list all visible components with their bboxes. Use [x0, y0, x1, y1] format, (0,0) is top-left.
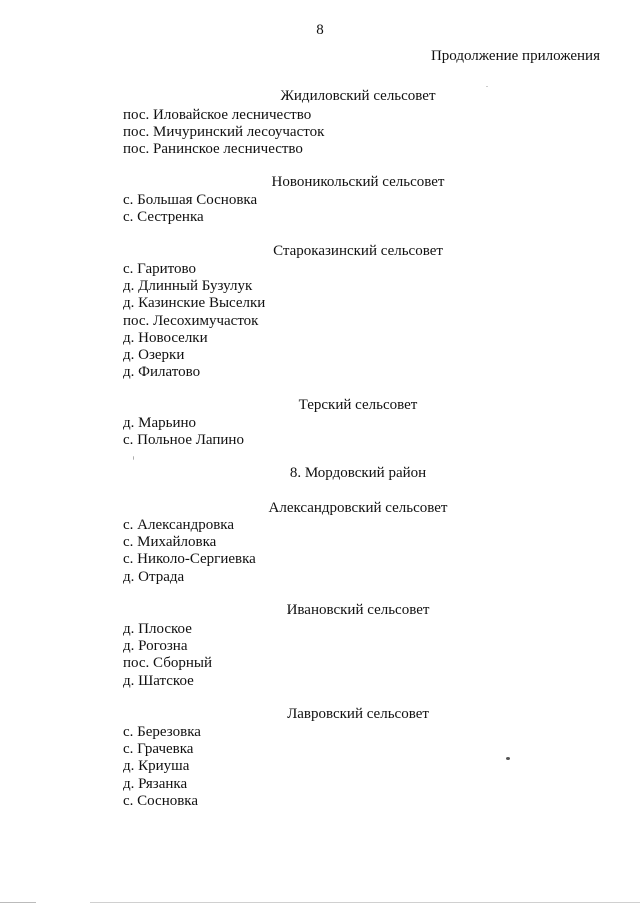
- list-item: с. Березовка: [123, 724, 201, 740]
- section-heading-aleksandrovsky: Александровский сельсовет: [268, 500, 448, 516]
- list-item: с. Большая Сосновка: [123, 192, 258, 208]
- list-item: д. Длинный Бузулук: [123, 278, 253, 295]
- list-item: с. Сестренка: [123, 209, 204, 226]
- settlement-list-aleksandrovsky: [123, 517, 256, 586]
- settlement-list-tersky: [123, 415, 244, 449]
- list-item: пос. Ранинское лесничество: [123, 141, 303, 158]
- list-item: д. Рогозна: [123, 638, 188, 655]
- section-heading-zhidilovsky: Жидиловский сельсовет: [280, 88, 436, 104]
- section-heading-novonikolsky: Новоникольский сельсовет: [271, 174, 445, 190]
- list-item: с. Грачевка: [123, 741, 194, 758]
- settlement-list-zhidilovsky: [123, 107, 324, 159]
- list-item: д. Филатово: [123, 364, 201, 381]
- section-heading-ivanovsky: Ивановский сельсовет: [286, 602, 430, 618]
- settlement-list-lavrovsky: [123, 724, 201, 810]
- settlement-list-ivanovsky: [123, 621, 212, 690]
- continuation-label: Продолжение приложения: [430, 48, 600, 64]
- list-item: с. Сосновка: [123, 792, 199, 809]
- list-item: д. Шатское: [123, 672, 194, 689]
- section-heading-tersky: Терский сельсовет: [298, 397, 418, 413]
- list-item: пос. Иловайское лесничество: [123, 107, 312, 123]
- list-item: с. Гаритово: [123, 261, 196, 277]
- settlement-list-novonikolsky: [123, 192, 257, 226]
- list-item: пос. Сборный: [123, 655, 213, 672]
- list-item: с. Польное Лапино: [123, 432, 244, 449]
- list-item: д. Казинские Выселки: [123, 295, 266, 312]
- settlement-list-starokazinsky: [123, 261, 265, 381]
- scan-speck: [133, 456, 134, 460]
- section-heading-starokazinsky: Староказинский сельсовет: [273, 243, 443, 259]
- list-item: д. Криуша: [123, 758, 190, 775]
- list-item: пос. Мичуринский лесоучасток: [123, 124, 325, 141]
- list-item: д. Новоселки: [123, 329, 208, 346]
- page-number: 8: [316, 22, 324, 38]
- list-item: д. Отрада: [123, 568, 185, 585]
- list-item: с. Николо-Сергиевка: [123, 551, 256, 568]
- list-item: д. Марьино: [123, 415, 197, 431]
- section-heading-lavrovsky: Лавровский сельсовет: [287, 706, 429, 722]
- district-heading: 8. Мордовский район: [289, 465, 427, 481]
- scan-edge-line: [0, 902, 36, 903]
- scan-speck: [486, 86, 488, 87]
- list-item: с. Александровка: [123, 517, 235, 533]
- list-item: д. Рязанка: [123, 775, 188, 792]
- list-item: пос. Лесохимучасток: [123, 312, 259, 329]
- scan-edge-line: [90, 902, 640, 903]
- scan-speck: [506, 757, 510, 760]
- list-item: д. Озерки: [123, 347, 185, 364]
- list-item: д. Плоское: [123, 621, 192, 637]
- list-item: с. Михайловка: [123, 534, 217, 551]
